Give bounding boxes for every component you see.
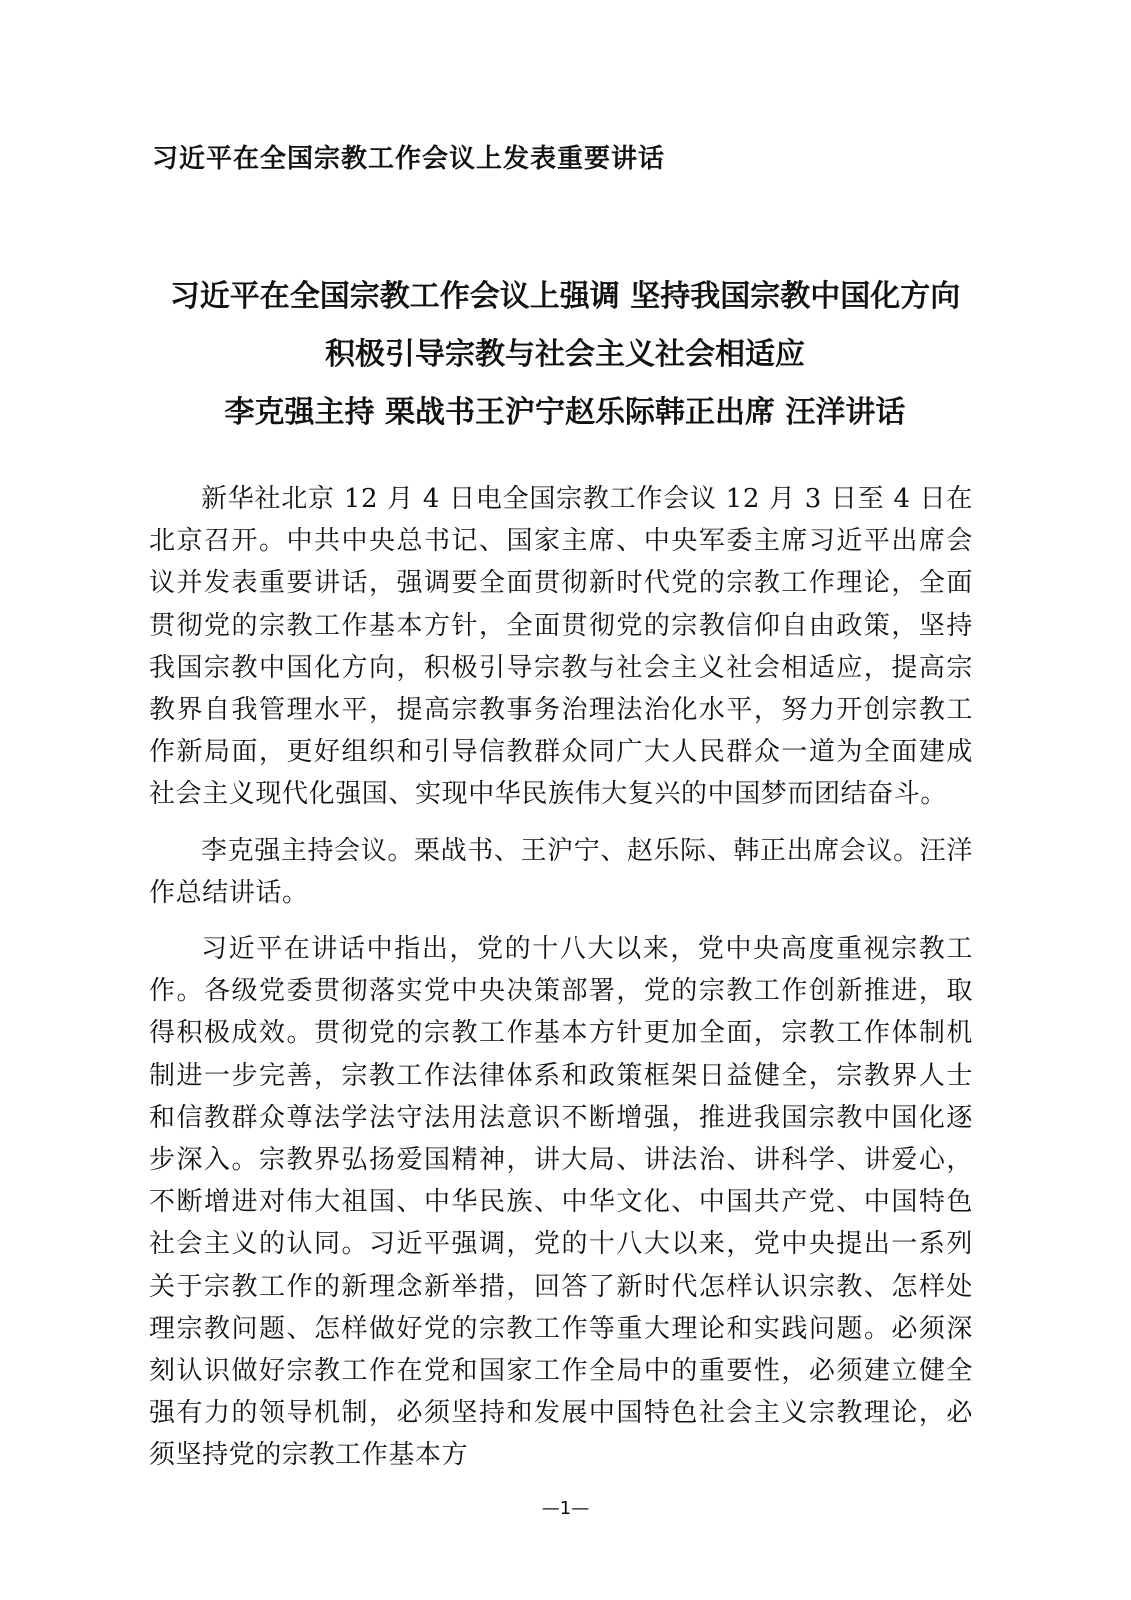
- paragraph-3: 习近平在讲话中指出，党的十八大以来，党中央高度重视宗教工作。各级党委贯彻落实党中央决策部署，党的宗教工作创新推进，取得积极成效。贯彻党的宗教工作基本方针更加全面，宗教工作体制机制进一步完善，宗教工作法律体系和政策框架日益健全，宗教界人士和信教群众尊法学法守法用法意识不断增强，推进我国宗教中国化逐步深入。宗教界弘扬爱国精神，讲大局、讲法治、讲科学、讲爱心，不断增进对伟大祖国、中华民族、中华文化、中国共产党、中国特色社会主义的认同。习近平强调，党的十八大以来，党中央提出一系列关于宗教工作的新理念新举措，回答了新时代怎样认识宗教、怎样处理宗教问题、怎样做好党的宗教工作等重大理论和实践问题。必须深刻认识做好宗教工作在党和国家工作全局中的重要性，必须建立健全强有力的领导机制，必须坚持和发展中国特色社会主义宗教理论，必须坚持党的宗教工作基本方: [149, 934, 973, 1471]
- paragraph-2: 李克强主持会议。栗战书、王沪宁、赵乐际、韩正出席会议。汪洋作总结讲话。: [149, 835, 973, 908]
- paragraph-1: 新华社北京 12 月 4 日电全国宗教工作会议 12 月 3 日至 4 日在北京召开。中共中央总书记、国家主席、中央军委主席习近平出席会议并发表重要讲话，强调要全面贯彻新时代党的宗教工作理论，全面贯彻党的宗教工作基本方针，全面贯彻党的宗教信仰自由政策，坚持我国宗教中国化方向，积极引导宗教与社会主义社会相适应，提高宗教界自我管理水平，提高宗教事务治理法治化水平，努力开创宗教工作新局面，更好组织和引导信教群众同广大人民群众一道为全面建成社会主义现代化强国、实现中华民族伟大复兴的中国梦而团结奋斗。: [149, 484, 973, 810]
- headline-line-2: 积极引导宗教与社会主义社会相适应: [325, 337, 805, 372]
- headline-line-1: 习近平在全国宗教工作会议上强调 坚持我国宗教中国化方向: [169, 279, 961, 314]
- headline-line-3: 李克强主持 栗战书王沪宁赵乐际韩正出席 汪洋讲话: [224, 395, 906, 430]
- page-number: —1—: [541, 1498, 590, 1519]
- article-headline: [130, 268, 1000, 442]
- document-header-title: 习近平在全国宗教工作会议上发表重要讲话: [152, 144, 666, 174]
- article-body: [149, 478, 973, 1491]
